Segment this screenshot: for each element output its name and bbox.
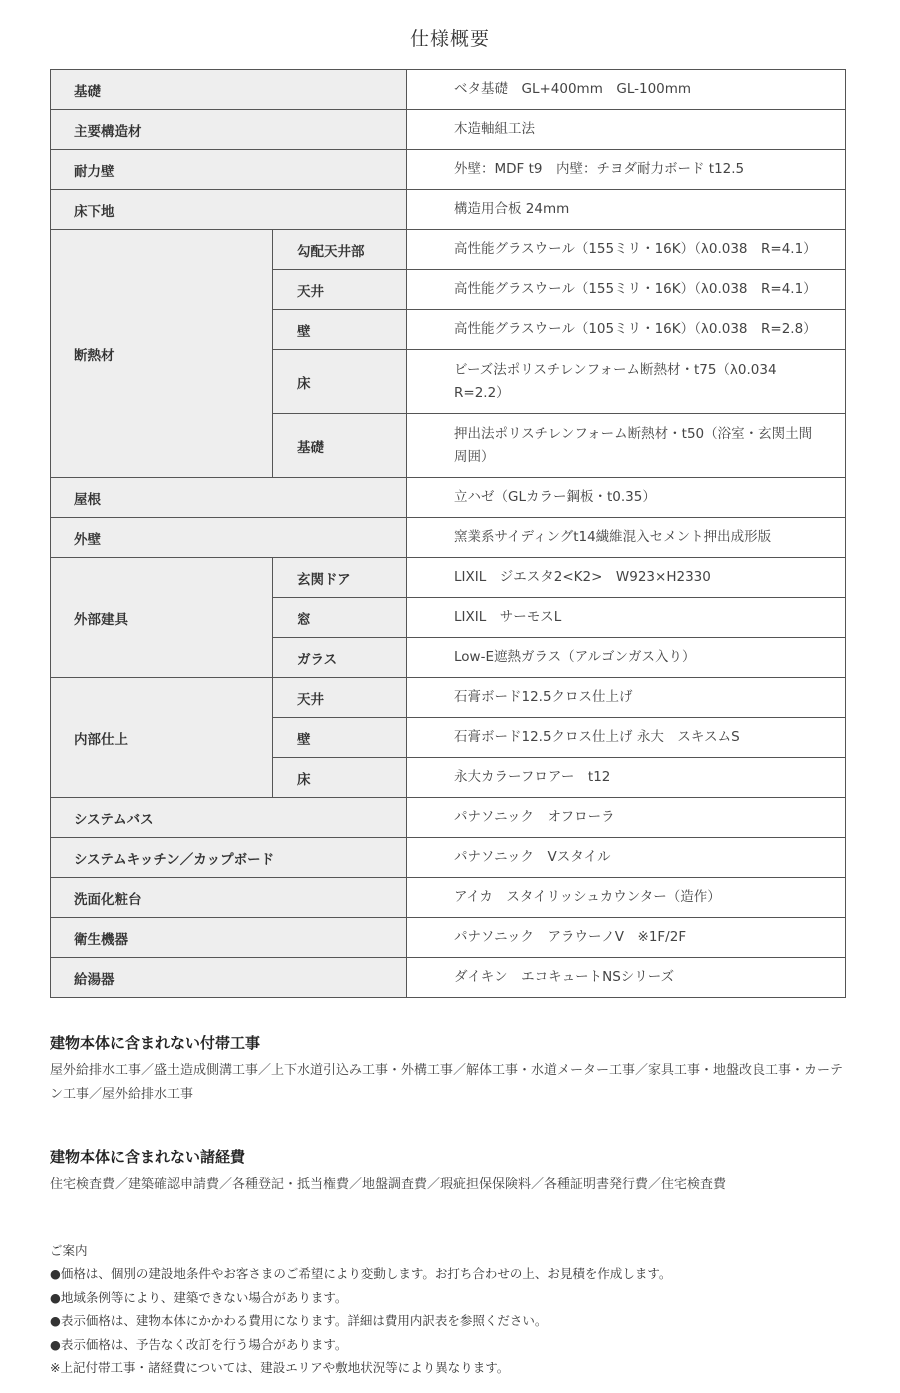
insulation-label: 断熱材 <box>51 230 273 478</box>
row-value: 窯業系サイディングt14繊維混入セメント押出成形版 <box>407 518 846 558</box>
sub-label: ガラス <box>273 638 407 678</box>
row-value: ダイキン エコキュートNSシリーズ <box>407 958 846 998</box>
sub-label: 窓 <box>273 598 407 638</box>
row-value: 構造用合板 24mm <box>407 190 846 230</box>
spec-table <box>50 69 846 998</box>
row-value: パナソニック アラウーノV ※1F/2F <box>407 918 846 958</box>
table-row <box>51 230 846 270</box>
row-value: LIXIL ジエスタ2<K2> W923×H2330 <box>407 558 846 598</box>
table-row <box>51 838 846 878</box>
table-row <box>51 798 846 838</box>
note-line: ●価格は、個別の建設地条件やお客さまのご希望により変動します。お打ち合わせの上、お見積を作成します。 <box>50 1266 672 1282</box>
row-value: ベタ基礎 GL+400mm GL-100mm <box>407 70 846 110</box>
extra-costs-text: 住宅検査費／建築確認申請費／各種登記・抵当権費／地盤調査費／瑕疵担保保険料／各種証明書発行費／住宅検査費 <box>50 1177 727 1192</box>
table-row <box>51 70 846 110</box>
table-row <box>51 478 846 518</box>
extra-works-text: 屋外給排水工事／盛土造成側溝工事／上下水道引込み工事・外構工事／解体工事・水道メーター工事／家具工事・地盤改良工事・カーテン工事／屋外給排水工事 <box>50 1063 844 1102</box>
note-line: ●表示価格は、建物本体にかかわる費用になります。詳細は費用内訳表を参照ください。 <box>50 1313 548 1329</box>
row-value: 石膏ボード12.5クロス仕上げ 永大 スキスムS <box>407 718 846 758</box>
sub-label: 壁 <box>273 718 407 758</box>
note-line: ●地域条例等により、建築できない場合があります。 <box>50 1289 348 1305</box>
table-row <box>51 518 846 558</box>
row-label: 基礎 <box>51 70 407 110</box>
row-value: 外壁：MDF t9 内壁：チヨダ耐力ボード t12.5 <box>407 150 846 190</box>
sub-label: 壁 <box>273 310 407 350</box>
note-line: ※上記付帯工事・諸経費については、建設エリアや敷地状況等により異なります。 <box>50 1360 510 1376</box>
table-row <box>51 918 846 958</box>
row-value: Low-E遮熱ガラス（アルゴンガス入り） <box>407 638 846 678</box>
row-value: 高性能グラスウール（155ミリ・16K）（λ0.038 R=4.1） <box>407 230 846 270</box>
row-value: 石膏ボード12.5クロス仕上げ <box>407 678 846 718</box>
page-title: 仕様概要 <box>409 28 490 50</box>
row-value: 木造軸組工法 <box>407 110 846 150</box>
row-label: システムバス <box>51 798 407 838</box>
fittings-label: 外部建具 <box>51 558 273 678</box>
extra-works-heading: 建物本体に含まれない付帯工事 <box>50 1034 261 1052</box>
row-label: 洗面化粧台 <box>51 878 407 918</box>
table-row <box>51 878 846 918</box>
sub-label: 床 <box>273 350 407 414</box>
sub-label: 基礎 <box>273 414 407 478</box>
sub-label: 玄関ドア <box>273 558 407 598</box>
table-row <box>51 110 846 150</box>
row-label: 主要構造材 <box>51 110 407 150</box>
note-line: ●表示価格は、予告なく改訂を行う場合があります。 <box>50 1336 348 1352</box>
row-value: LIXIL サーモスL <box>407 598 846 638</box>
row-label: システムキッチン／カップボード <box>51 838 407 878</box>
sub-label: 天井 <box>273 270 407 310</box>
sub-label: 床 <box>273 758 407 798</box>
row-label: 衛生機器 <box>51 918 407 958</box>
row-value: 高性能グラスウール（105ミリ・16K）（λ0.038 R=2.8） <box>407 310 846 350</box>
extra-costs-heading: 建物本体に含まれない諸経費 <box>50 1148 246 1166</box>
row-value: 立ハゼ（GLカラー鋼板・t0.35） <box>407 478 846 518</box>
row-value: 永大カラーフロアー t12 <box>407 758 846 798</box>
row-label: 外壁 <box>51 518 407 558</box>
row-label: 耐力壁 <box>51 150 407 190</box>
sub-label: 勾配天井部 <box>273 230 407 270</box>
row-label: 屋根 <box>51 478 407 518</box>
row-label: 給湯器 <box>51 958 407 998</box>
row-value: パナソニック Vスタイル <box>407 838 846 878</box>
row-value: ビーズ法ポリスチレンフォーム断熱材・t75（λ0.034 R=2.2） <box>407 350 846 414</box>
table-row <box>51 558 846 598</box>
row-label: 床下地 <box>51 190 407 230</box>
table-row <box>51 150 846 190</box>
interior-label: 内部仕上 <box>51 678 273 798</box>
sub-label: 天井 <box>273 678 407 718</box>
notes-heading: ご案内 <box>50 1243 88 1258</box>
notes-section <box>50 1239 870 1379</box>
row-value: 高性能グラスウール（155ミリ・16K）（λ0.038 R=4.1） <box>407 270 846 310</box>
table-row <box>51 678 846 718</box>
table-row <box>51 190 846 230</box>
table-row <box>51 958 846 998</box>
row-value: 押出法ポリスチレンフォーム断熱材・t50（浴室・玄関土間周囲） <box>407 414 846 478</box>
row-value: アイカ スタイリッシュカウンター（造作） <box>407 878 846 918</box>
row-value: パナソニック オフローラ <box>407 798 846 838</box>
